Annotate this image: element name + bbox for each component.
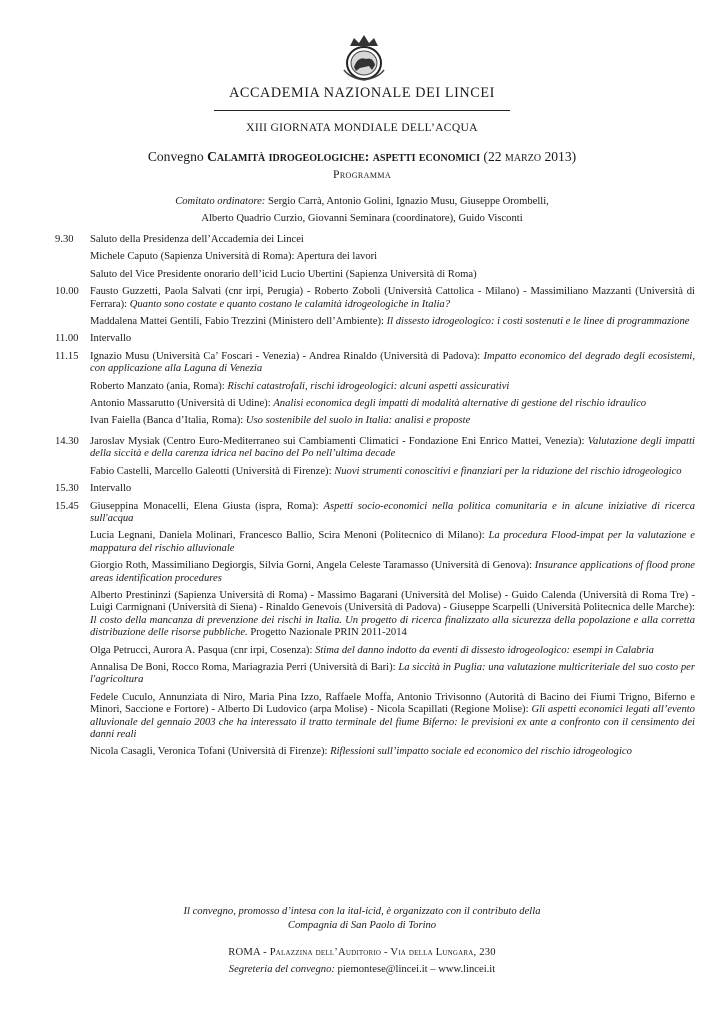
programme-entry	[90, 466, 695, 478]
entry-speakers: Intervallo	[90, 483, 132, 495]
entry-speakers: Nicola Casagli, Veronica Tofani (Università di Firenze):	[90, 746, 331, 758]
session-time: 9.30	[55, 234, 74, 245]
entry-speakers: Michele Caputo (Sapienza Università di Roma): Apertura dei lavori	[90, 251, 378, 263]
entry-speakers: Olga Petrucci, Aurora A. Pasqua (cnr irpi, Cosenza):	[90, 644, 316, 656]
entry-talk-title: Rischi catastrofali, rischi idrogeologici: alcuni aspetti assicurativi	[227, 380, 510, 392]
entry-speakers: Antonio Massarutto (Università di Udine):	[90, 398, 274, 410]
entry-speakers: Intervallo	[90, 333, 132, 345]
lincei-emblem-icon	[336, 32, 392, 84]
session-time: 15.30	[55, 483, 79, 495]
programme-entry	[90, 560, 695, 585]
programme-label: Programma	[332, 168, 392, 181]
programme-entry	[90, 251, 695, 263]
entry-talk-title: La procedura Flood-impat per la valutazione e mappatura del rischio alluvionale	[90, 530, 695, 554]
entry-speakers: Saluto del Vice Presidente onorario dell’icid Lucio Ubertini (Sapienza Università di Roma)	[90, 268, 477, 280]
event-subtitle: XIII GIORNATA MONDIALE DELL’ACQUA	[246, 121, 478, 134]
entry-speakers: Giorgio Roth, Massimiliano Degiorgis, Silvia Gorni, Angela Celeste Taramasso (Università di Genova):	[90, 560, 535, 572]
session-time: 11.00	[55, 333, 79, 345]
session-block	[55, 436, 695, 478]
entry-talk-title: La siccità in Puglia: una valutazione multicriteriale del suo costo per l'agricoltura	[90, 661, 695, 686]
session-block	[55, 351, 695, 428]
entry-speakers: Alberto Prestininzi (Sapienza Università di Roma) - Massimo Bagarani (Università del Molise) - Guido Calenda (Università di Roma Tre) - Luigi Carmignani (Università di Siena) - Rinaldo Genevois (Università di Padova) - Giuseppe Scarpelli (Università Politecnica delle Marche):	[90, 589, 695, 614]
entry-talk-title: Impatto economico del degrado degli ecosistemi, con applicazione alla Laguna di Venezia	[90, 350, 695, 375]
session-time: 10.00	[55, 286, 79, 298]
entry-talk-title: Quanto sono costate e quanto costano le calamità idrogeologiche in Italia?	[129, 298, 451, 310]
session-block	[55, 286, 695, 328]
programme-entry	[90, 381, 695, 393]
programme-entry	[90, 436, 695, 461]
entry-speakers: Saluto della Presidenza dell’Accademia dei Lincei	[90, 234, 304, 245]
entry-talk-title: Stima del danno indotto da eventi di dissesto idrogeologico: esempi in Calabria	[315, 644, 654, 656]
entry-talk-title: Analisi economica degli impatti di modalità alternative di gestione del rischio idraulico	[273, 398, 647, 410]
entry-speakers: Fedele Cuculo, Annunziata di Niro, Maria Pina Izzo, Raffaele Moffa, Antonio Trivisonno (Autorità di Bacino dei Fiumi Trigno, Biferno e Minori, Saccione e Fortore) - Alberto Di Ludovico (arpa Molise) - Nicola Scapillati (Regione Molise):	[90, 691, 695, 716]
programme-entry	[90, 269, 695, 281]
session-time: 11.15	[55, 350, 79, 362]
entry-talk-title: Gli aspetti economici legati all’evento alluvionale del gennaio 2003 che ha interessato il tratto terminale del fiume Biferno: le previsioni ex ante a confronto con il censimento dei danni reali	[90, 704, 695, 740]
entry-speakers: Annalisa De Boni, Rocco Roma, Mariagrazia Perri (Università di Bari):	[90, 661, 399, 673]
programme-entry	[90, 351, 695, 376]
entry-speakers: Giuseppina Monacelli, Elena Giusta (ispra, Roma):	[90, 500, 324, 512]
programme-entry	[90, 333, 695, 345]
entry-talk-title: Nuovi strumenti conoscitivi e finanziari per la riduzione del rischio idrogeologico	[334, 465, 682, 477]
entry-talk-title: Insurance applications of flood prone areas identification procedures	[90, 560, 695, 584]
programme-entry	[90, 398, 695, 410]
programme-entry	[90, 530, 695, 555]
committee-line-2: Alberto Quadrio Curzio, Giovanni Seminara (coordinatore), Guido Visconti	[201, 212, 523, 224]
entry-talk-title: Aspetti socio-economici nella politica comunitaria e in alcune iniziative di ricerca sull'acqua	[90, 500, 696, 524]
entry-talk-title: Uso sostenibile del suolo in Italia: analisi e proposte	[245, 415, 471, 427]
entry-speakers: Roberto Manzato (ania, Roma):	[90, 380, 228, 392]
conference-title: Calamità idrogeologiche: aspetti economici	[207, 149, 481, 164]
entry-project-note: Progetto Nazionale PRIN 2011-2014	[247, 627, 407, 639]
session-time: 15.45	[55, 500, 79, 512]
programme-entry	[90, 662, 695, 687]
session-time: 14.30	[55, 435, 79, 447]
conference-heading	[0, 149, 724, 165]
sponsor-note-line-1: Il convegno, promosso d’intesa con la ital-icid, è organizzato con il contributo della	[183, 906, 541, 917]
session-block	[55, 483, 695, 495]
entry-speakers: Jaroslav Mysiak (Centro Euro-Mediterraneo sui Cambiamenti Climatici - Fondazione Eni Enrico Mattei, Venezia):	[90, 435, 588, 447]
conference-prefix: Convegno	[147, 149, 208, 164]
programme-schedule	[55, 234, 695, 764]
session-block	[55, 501, 695, 759]
programme-entry	[90, 483, 695, 495]
programme-entry	[90, 590, 695, 640]
entry-speakers: Lucia Legnani, Daniela Molinari, Francesco Ballio, Scira Menoni (Politecnico di Milano):	[90, 530, 489, 542]
entry-speakers: Fabio Castelli, Marcello Galeotti (Università di Firenze):	[90, 465, 335, 477]
sponsor-note-line-2: Compagnia di San Paolo di Torino	[287, 920, 437, 931]
sponsor-note	[0, 905, 724, 933]
entry-talk-title: Il costo della mancanza di prevenzione dei rischi in Italia. Un progetto di ricerca finalizzato alla sicurezza della popolazione e alla corretta distribuzione delle risorse pubbliche.	[90, 614, 695, 639]
programme-entry	[90, 316, 695, 328]
session-block	[55, 234, 695, 281]
programme-entry	[90, 234, 695, 246]
programme-entry	[90, 746, 695, 758]
entry-speakers: Ignazio Musu (Università Ca’ Foscari - Venezia) - Andrea Rinaldo (Università di Padova):	[90, 350, 484, 362]
venue-address: ROMA - Palazzina dell’Auditorio - Via della Lungara, 230	[228, 947, 496, 958]
entry-talk-title: Il dissesto idrogeologico: i costi sostenuti e le linee di programmazione	[386, 316, 690, 328]
entry-talk-title: Valutazione degli impatti della siccità e della carenza idrica nel bacino del Po nell’ultima decade	[90, 435, 695, 460]
entry-speakers: Ivan Faiella (Banca d’Italia, Roma):	[90, 415, 246, 427]
secretariat-contact	[0, 964, 724, 975]
conference-date: (22 marzo 2013)	[480, 149, 577, 164]
programme-entry	[90, 501, 695, 526]
programme-entry	[90, 415, 695, 427]
title-divider	[214, 110, 510, 111]
academy-title: ACCADEMIA NAZIONALE DEI LINCEI	[229, 85, 495, 101]
programme-entry	[90, 645, 695, 657]
entry-speakers: Fausto Guzzetti, Paola Salvati (cnr irpi, Perugia) - Roberto Zoboli (Università Cattolica - Milano) - Massimiliano Mazzanti (Università di Ferrara):	[90, 286, 695, 310]
programme-entry	[90, 286, 695, 311]
secretariat-label: Segreteria del convegno:	[228, 964, 338, 975]
organizing-committee	[0, 194, 724, 227]
committee-line-1: Sergio Carrà, Antonio Golini, Ignazio Musu, Giuseppe Orombelli,	[268, 196, 549, 207]
committee-label: Comitato ordinatore:	[175, 196, 266, 207]
session-block	[55, 333, 695, 345]
entry-speakers: Maddalena Mattei Gentili, Fabio Trezzini (Ministero dell’Ambiente):	[90, 316, 387, 328]
programme-entry	[90, 692, 695, 742]
secretariat-links[interactable]: piemontese@lincei.it – www.lincei.it	[337, 964, 496, 975]
entry-talk-title: Riflessioni sull’impatto sociale ed economico del rischio idrogeologico	[330, 746, 632, 758]
